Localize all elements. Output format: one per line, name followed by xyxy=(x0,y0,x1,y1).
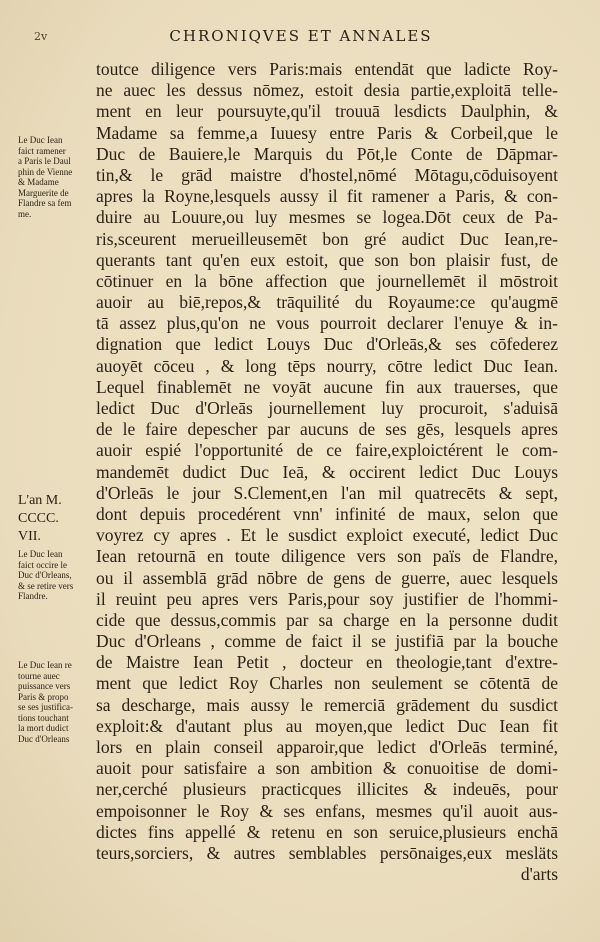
margin-note-line: Duc d'Orleans xyxy=(18,733,70,744)
margin-note-line: se ses justifica- xyxy=(18,702,73,712)
margin-note-line: Paris & propo xyxy=(18,691,69,702)
text-line: toutce diligence vers Paris:mais entendāt que ladicte Roy- xyxy=(96,59,558,79)
text-line: ment en leur poursuyte,qu'il trouuā lesdicts Daulphin, & xyxy=(96,101,558,122)
text-line: Iean retournā en toute diligence vers son païs de Flandre, xyxy=(96,546,558,567)
margin-note-line: tions touchant xyxy=(18,712,69,723)
margin-note-line: Duc d'Orleans, xyxy=(18,570,72,580)
text-line: dont depuis procedérent vnn' infinité de maux, selon que xyxy=(96,503,558,524)
text-line: sa descharge, mais aussy le remerciā grādement du susdict xyxy=(96,694,558,715)
text-line: empoisonner le Roy & ses enfans, mesmes qu'il auoit aus- xyxy=(96,800,558,821)
text-line: exploit:& d'autant plus au moyen,que ledict Duc Iean fit xyxy=(96,715,558,736)
text-line: tā assez plus,qu'on ne vous pourroit declarer l'enuye & in- xyxy=(96,313,558,334)
text-line: ner,cerché plusieurs practicques illicites & indeuēs, pour xyxy=(96,779,558,800)
text-line: Lequel finablemēt ne voyāt aucune fin aux trauerses, que xyxy=(96,376,558,397)
text-line: il reuint peu apres vers Paris,pour soy justifier de l'hommi- xyxy=(96,588,558,609)
text-line: dictes fins appellé & retenu en son seruice,plusieurs enchā xyxy=(96,821,558,842)
text-line: ledict Duc d'Orleās journellement luy procuroit, s'aduisā xyxy=(96,398,558,418)
text-line: d'Orleās le jour S.Clement,en l'an mil quatrecēts & sept, xyxy=(96,482,558,503)
margin-note-line: a Paris le Daul xyxy=(18,156,71,166)
text-line: cōtinuer en la bōne affection que journellemēt il mōstroit xyxy=(96,270,558,291)
margin-note-return-dauphin xyxy=(18,135,94,219)
margin-note-line: & Madame xyxy=(18,177,59,187)
margin-note-line: Marguerite de xyxy=(18,187,69,198)
text-line: auoit pour satisfaire a son ambition & conuoitise de domi- xyxy=(96,758,558,779)
margin-date-line: CCCC. xyxy=(18,511,59,526)
text-line: duire au Louure,ou luy mesmes se logea.Dōt ceux de Pa- xyxy=(96,207,558,228)
text-line: auoyēt cōceu , & long tēps nourry, cōtre ledict Duc Iean. xyxy=(96,355,558,376)
text-line: Madame sa femme,a Iuuesy entre Paris & Corbeil,que le xyxy=(96,122,558,143)
text-line: auoir au biē,repos,& trāquilité du Royaume:ce qu'augmē xyxy=(96,292,558,313)
text-line: auoir espié l'opportunité de ce faire,exploictérent le com- xyxy=(96,440,558,461)
main-text-block xyxy=(96,59,558,885)
margin-note-line: me. xyxy=(18,208,32,219)
text-line: de Maistre Iean Petit , docteur en theologie,tant d'extre- xyxy=(96,652,558,673)
margin-note-line: & se retire vers xyxy=(18,580,74,591)
margin-note-line: faict occire le xyxy=(18,559,67,570)
text-line: tin,& le grād maistre d'hostel,nōmé Mōtagu,cōduisoyent xyxy=(96,164,558,185)
margin-note-murder-orleans xyxy=(18,549,94,602)
margin-note-line: Le Duc Iean xyxy=(18,135,63,145)
margin-date-line: VII. xyxy=(18,529,41,544)
text-line: d'arts xyxy=(520,864,558,885)
margin-note-date xyxy=(18,492,94,546)
margin-note-line: puissance vers xyxy=(18,681,71,691)
text-line: ment que ledict Roy Charles non seulement se cōtentā de xyxy=(96,673,558,694)
text-line: teurs,sorciers, & autres semblables persōnaiges,eux mesläts xyxy=(96,842,558,863)
text-line: Duc de Bauiere,le Marquis du Pōt,le Conte de Dāpmar- xyxy=(96,143,558,164)
margin-note-line: phin de Vienne xyxy=(18,166,73,177)
text-line: cide que dessus,commis par sa charge en la personne dudit xyxy=(96,609,558,630)
text-line: querants tant qu'en eux estoit, que son bon plaisir fust, de xyxy=(96,249,558,270)
margin-note-line: Le Duc Iean xyxy=(18,549,63,559)
margin-note-justification xyxy=(18,660,94,744)
margin-note-line: Le Duc Iean re xyxy=(18,660,72,670)
margin-note-line: tourne auec xyxy=(18,670,60,681)
running-head: CHRONIQVES ET ANNALES xyxy=(169,27,433,45)
margin-note-line: faict ramener xyxy=(18,145,66,156)
text-line: lors en plain conseil apparoir,que ledict d'Orleās terminé, xyxy=(96,737,558,757)
text-line: dignation que ledict Louys Duc d'Orleās,& ses cōfederez xyxy=(96,334,558,355)
text-line: Duc d'Orleans , comme de faict il se justifiā par la bouche xyxy=(96,631,558,652)
text-line: voyrez cy apres . Et le susdict exploict executé, ledict Duc xyxy=(96,525,558,546)
margin-date-line: L'an M. xyxy=(18,493,62,508)
folio-mark: 2v xyxy=(34,30,48,43)
text-line: ris,sceurent merueilleusemēt bon gré audict Duc Iean,re- xyxy=(96,228,558,249)
text-line: ne auec les dessus nōmez, estoit desia partie,exploitā telle- xyxy=(96,80,558,101)
text-line: apres la Royne,lesquels aussy il fit ramener a Paris, & con- xyxy=(96,186,558,207)
text-line: de le faire depescher par aucuns de ses gēs, lesquels apres xyxy=(96,419,558,440)
text-line: mandemēt dudict Duc Ieā, & occirent ledict Duc Louys xyxy=(96,461,558,482)
margin-note-line: la mort dudict xyxy=(18,723,69,733)
text-line: ou il assemblā grād nōbre de gens de guerre, auec lesquels xyxy=(96,567,558,588)
margin-note-line: Flandre. xyxy=(18,591,48,601)
margin-note-line: Flandre sa fem xyxy=(18,198,72,208)
